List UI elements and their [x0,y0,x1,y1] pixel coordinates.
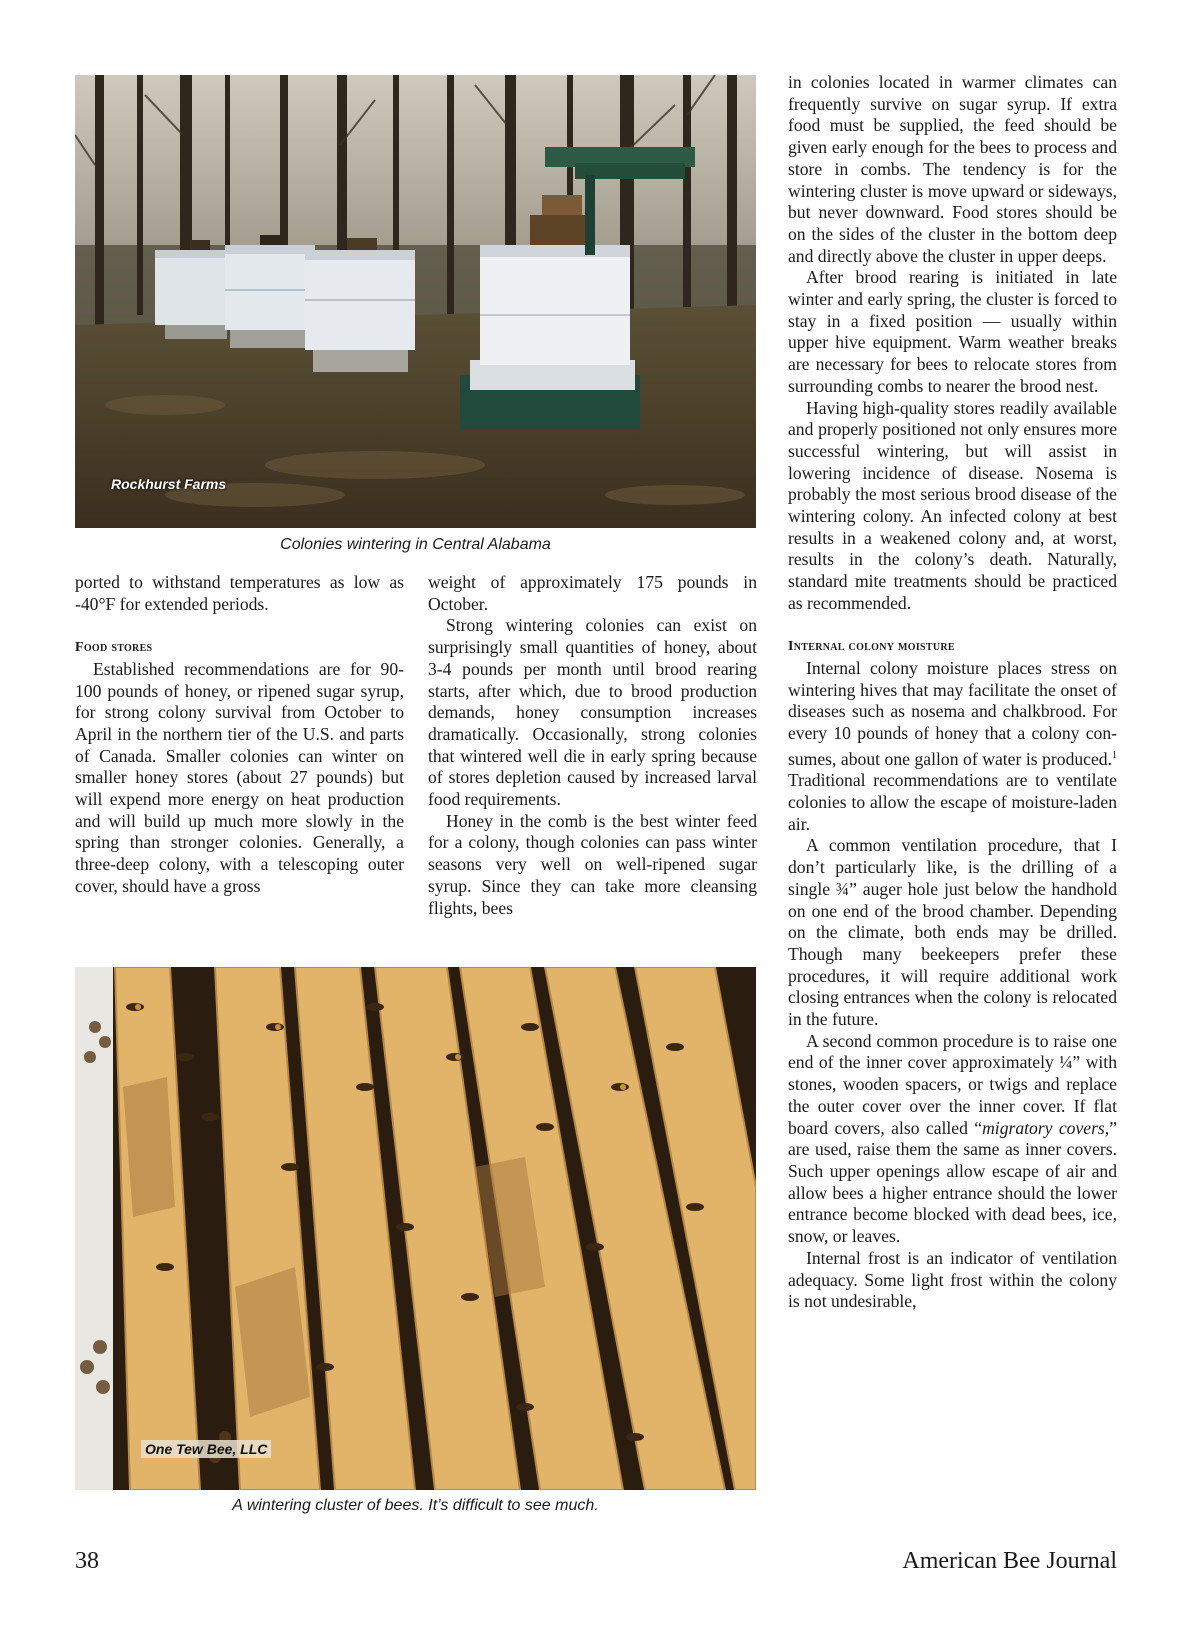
caption-bottom: A wintering cluster of bees. It’s difficult to see much. [232,1497,599,1514]
col3-vent-paragraph: A common ventilation procedure, that I don’t particularly like, is the drilling of a single ¾” auger hole just below the handhold on one end of the brood chamber. Depending on the climate, both ends may be drilled. Though many beekeepers prefer these procedures, it will require additional work closing entrances when the colony is relocated in the future. [788,835,1117,1030]
col2-comb-paragraph: Honey in the comb is the best winter feed for a colony, though colonies can pass winter seasons very well on well-ripened sugar syrup. Since they can take more cleansing flights, bees [428,810,757,918]
col3-moisture-paragraph [788,658,1117,835]
hives-photo [75,75,756,528]
col1-intro-paragraph: ported to withstand temperatures as low as -40°F for extended periods. [75,572,404,614]
col3-brood-paragraph: After brood rearing is initiated in late winter and early spring, the cluster is forced to stay in a fixed position — usually within upper hive equipment. Warm weather breaks are necessary for bees to relocate stores from surrounding combs to nearer the brood nest. [788,267,1117,396]
col2-strong-paragraph: Strong wintering colonies can exist on surprisingly small quantities of honey, about 3-4 pounds per month until brood rearing starts, after which, due to brood production demands, honey consumption increases dramatically. Occasionally, strong colonies that wintered well die in early spring because of stores depletion caused by increased larval food requirements. [428,615,757,810]
col3-warm-paragraph: in colonies located in warmer climates can frequently survive on sugar syrup. If extra food must be supplied, the feed should be given early enough for the bees to process and store in combs. The tendency is for the wintering cluster is move upward or sideways, but never downward. Food stores should be on the sides of the cluster in the bottom deep and directly above the cluster in upper deeps. [788,72,1117,266]
photo-credit-one-tew-bee: One Tew Bee, LLC [141,1440,271,1458]
bees-frames-photo [75,967,756,1490]
col2-weight-paragraph: weight of approximately 175 pounds in October. [428,572,757,614]
column-3 [788,72,1117,1313]
caption-top: Colonies wintering in Central Alabama [280,536,551,553]
page-number: 38 [75,1548,99,1574]
col3-second-paragraph [788,1031,1117,1248]
heading-internal-moisture: Internal colony moisture [788,639,955,655]
moisture-text-b: Traditional recommendations are to ventilate colonies to allow the escape of moisture-laden air. [788,770,1117,834]
heading-food-stores: Food stores [75,640,153,656]
footnote-ref: 1 [1112,749,1117,761]
second-text-em: migratory covers, [982,1117,1110,1138]
col3-frost-paragraph: Internal frost is an indicator of ventilation adequacy. Some light frost within the colony is not undesirable, [788,1247,1117,1312]
column-1 [75,572,404,898]
second-text-a: A second common procedure is to raise one end of the inner cover approximately ¼” with stones, wooden spacers, or twigs and replace the outer cover over the inner cover. If flat board covers, also called “ [788,1030,1117,1138]
bees-frames-illustration [75,967,756,1490]
hives-photo-illustration [75,75,756,528]
photo-credit-rockhurst: Rockhurst Farms [111,476,227,492]
col3-quality-paragraph: Having high-quality stores readily available and properly positioned not only ensures more successful wintering, but will assist in lowering incidence of disease. Nosema is probably the most serious brood disease of the wintering colony. An infected colony at best results in a weakened colony and, at worst, results in the colony’s death. Naturally, standard mite treatments should be practiced as recommended. [788,397,1117,613]
column-2 [428,572,757,919]
journal-name: American Bee Journal [902,1548,1117,1574]
second-text-b: ” are used, raise them the same as inner covers. Such upper openings allow escape of air and allow bees a higher entrance should the lower entrance become blocked with dead bees, ice, snow, or leaves. [788,1117,1117,1247]
col1-food-paragraph: Established recommendations are for 90-100 pounds of honey, or ripened sugar syrup, for strong colony survival from October to April in the northern tier of the U.S. and parts of Canada. Smaller colonies can winter on smaller honey stores (about 27 pounds) but will expend more energy on heat production and will build up much more slowly in the spring than stronger colonies. Generally, a three-deep colony, with a telescoping outer cover, should have a gross [75,658,404,896]
moisture-text-a: Internal colony moisture places stress on wintering hives that may facilitate the onset of diseases such as nosema and chalkbrood. For every 10 pounds of honey that a colony consumes, about one gallon of water is produced. [788,657,1117,769]
